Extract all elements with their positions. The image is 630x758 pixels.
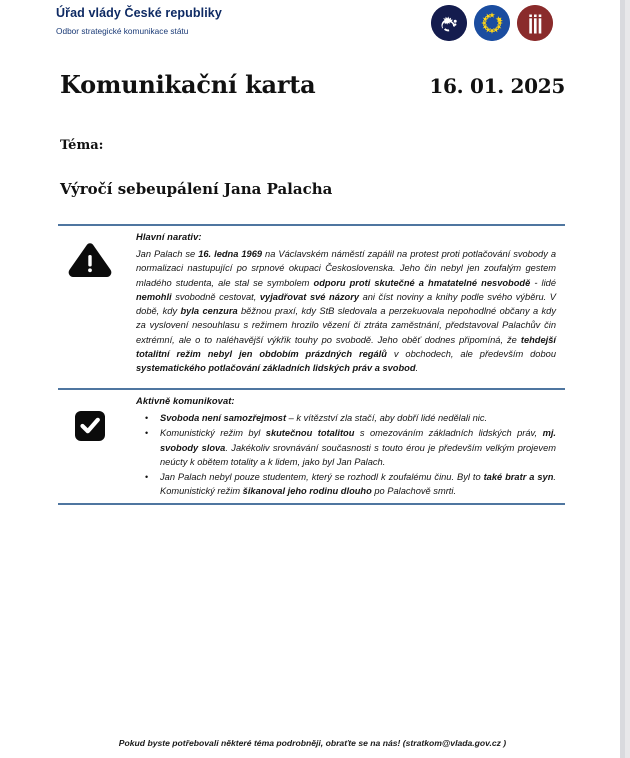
- divider-bottom: [58, 503, 565, 505]
- section-active-communication: [58, 396, 565, 500]
- divider-top: [58, 224, 565, 226]
- page-right-edge: [620, 0, 625, 758]
- organization-title: Úřad vlády České republiky: [56, 6, 222, 20]
- organization-subtitle: Odbor strategické komunikace státu: [56, 26, 189, 36]
- narrative-paragraph: Jan Palach se 16. ledna 1969 na Václavském náměstí zapálil na protest proti potlačování svobody a normalizaci nastupující po srpnové okupaci Československa. Jeho čin nebyl jen zoufalým gestem mladého studenta, ale stal se symbolem odporu proti skutečné a hmatatelné nesvobodě - lidé nemohli svobodně cestovat, vyjadřovat své názory ani číst noviny a knihy podle svého výběru. V době, kdy byla cenzura běžnou praxí, kdy StB sledovala a perzekuovala nepohodlné občany a kdy za vyslovení nesouhlasu s režimem hrozilo vězení či ztráta zaměstnání, představoval Palachův čin extrémní, ale o to naléhavější výkřik touhy po svobodě. Jeho oběť dodnes připomíná, že tehdejší totalitní režim nebyl jen obdobím prázdných regálů v obchodech, ale především dobou systematického potlačování základních lidských práv a svobod.: [136, 249, 557, 374]
- divider-middle: [58, 388, 565, 390]
- check-square-icon: [66, 400, 114, 448]
- communicate-heading: Aktivně komunikovat:: [136, 396, 235, 406]
- warning-triangle-icon: [66, 236, 114, 284]
- list-item: • Komunistický režim byl skutečnou totalitou s omezováním základních lidských práv, mj. svobody slova. Jakékoliv srovnávání současnosti s touto érou je především velkým projevem neúcty k obětem totality a k lidem, jako byl Jan Palach.: [160, 426, 556, 469]
- narrative-heading: Hlavní narativ:: [136, 232, 202, 242]
- section-main-narrative: [58, 232, 565, 376]
- emblem-group: [431, 5, 553, 41]
- topic-value: Výročí sebeupálení Jana Palacha: [60, 180, 333, 198]
- list-item: • Jan Palach nebyl pouze studentem, který se rozhodl k zoufalému činu. Byl to také bratr a syn. Komunistický režim šikanoval jeho rodinu dlouho po Palachově smrti.: [160, 470, 556, 499]
- communicate-body: [136, 396, 556, 499]
- organization-block: [56, 6, 222, 37]
- title-row: [60, 70, 565, 99]
- footer-contact-note: Pokud byste potřebovali některé téma podrobněji, obraťte se na nás! (stratkom@vlada.gov.cz ): [118, 738, 507, 748]
- list-item: • Svoboda není samozřejmost – k vítězství zla stačí, aby dobří lidé nedělali nic.: [160, 411, 556, 425]
- communicate-bullet-list: [136, 411, 556, 499]
- page-title: Komunikační karta: [60, 70, 316, 99]
- eu-flag-emblem-icon: [474, 5, 510, 41]
- document-header: [0, 4, 625, 50]
- narrative-body: [136, 232, 556, 376]
- czech-lion-emblem-icon: [431, 5, 467, 41]
- red-pillars-emblem-icon: [517, 5, 553, 41]
- topic-label: Téma:: [60, 138, 104, 153]
- document-date: 16. 01. 2025: [429, 74, 565, 98]
